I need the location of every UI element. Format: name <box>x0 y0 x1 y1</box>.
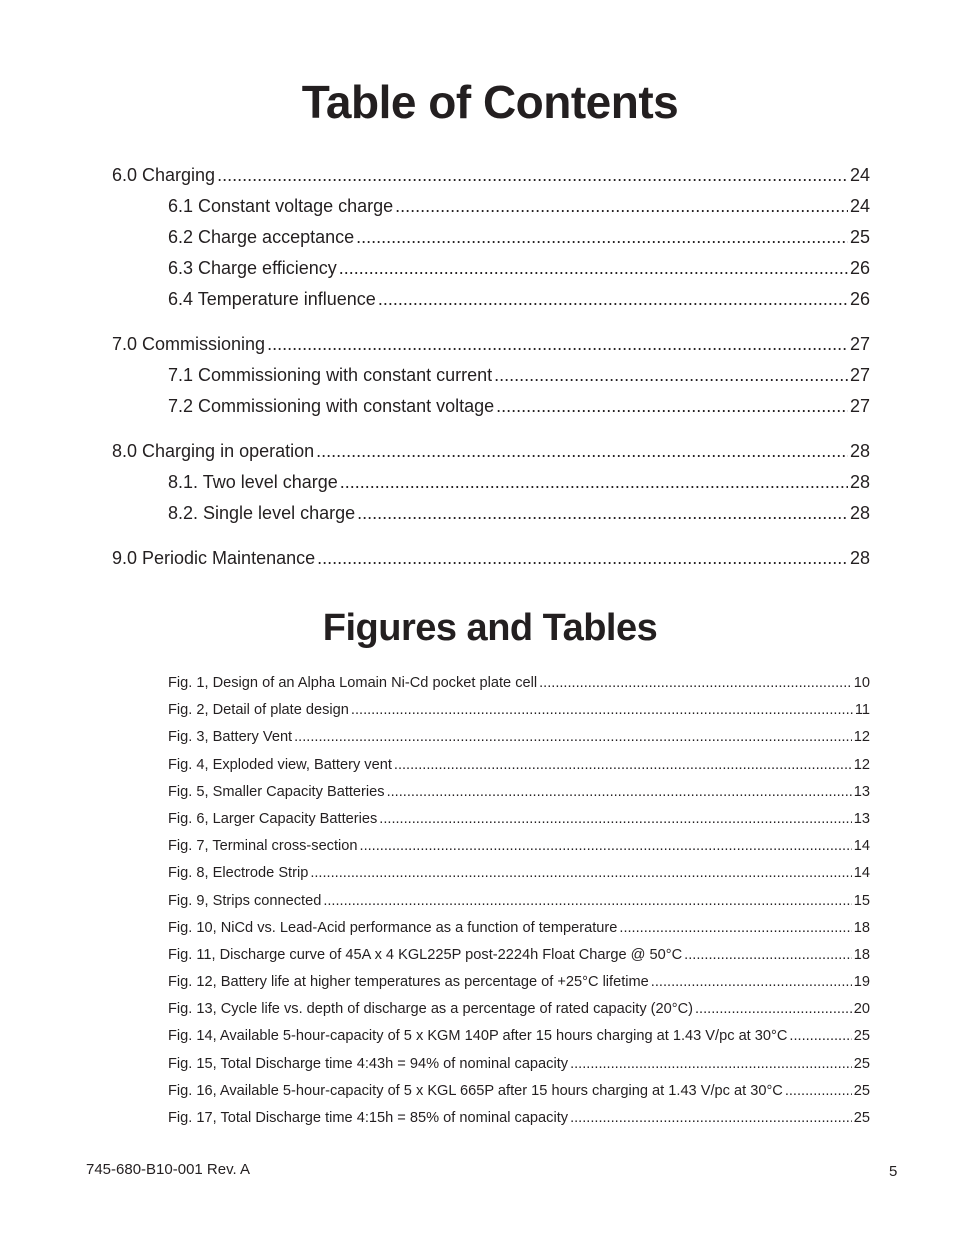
toc-entry-label: 8.1. Two level charge <box>168 472 338 492</box>
figures-heading: Figures and Tables <box>322 607 658 649</box>
figure-entry-page: 10 <box>853 675 870 691</box>
dot-leader <box>394 752 852 779</box>
toc-entry[interactable] <box>112 191 870 222</box>
figure-entry[interactable] <box>168 942 870 969</box>
toc-entry-label: 7.0 Commissioning <box>112 334 266 354</box>
toc-entry[interactable] <box>112 329 870 360</box>
figure-entry-label: Fig. 12, Battery life at higher temperatures as percentage of +25°C lifetime <box>168 974 649 991</box>
dot-leader <box>378 284 848 315</box>
dot-leader <box>360 833 852 860</box>
toc-entry-page: 28 <box>849 548 870 568</box>
figure-entry-page: 15 <box>853 892 870 909</box>
figure-entry-label: Fig. 17, Total Discharge time 4:15h = 85% of nominal capacity <box>168 1110 569 1126</box>
toc-entry-page: 24 <box>849 196 870 216</box>
dot-leader <box>379 806 851 833</box>
toc-entry-label: 9.0 Periodic Maintenance <box>112 548 316 568</box>
figure-entry[interactable] <box>168 1078 870 1105</box>
dot-leader <box>570 1105 852 1132</box>
figures-list <box>168 670 870 1132</box>
figure-entry-label: Fig. 5, Smaller Capacity Batteries <box>168 783 385 800</box>
figure-entry-label: Fig. 8, Electrode Strip <box>168 865 309 882</box>
figure-entry-page: 25 <box>853 1028 870 1045</box>
dot-leader <box>294 724 852 751</box>
dot-leader <box>570 1051 852 1078</box>
figure-entry-label: Fig. 4, Exploded view, Battery vent <box>168 756 392 773</box>
dot-leader <box>316 436 848 467</box>
figure-entry-label: Fig. 3, Battery Vent <box>168 729 293 746</box>
section-gap <box>112 422 870 436</box>
figure-entry-page: 14 <box>853 838 870 855</box>
toc-entry[interactable] <box>112 467 870 498</box>
dot-leader <box>785 1078 852 1105</box>
toc-entry-page: 28 <box>849 441 870 461</box>
dot-leader <box>317 543 848 574</box>
dot-leader <box>351 697 853 724</box>
figure-entry-page: 25 <box>853 1082 870 1099</box>
dot-leader <box>684 942 852 969</box>
toc-entry-page: 27 <box>849 334 870 354</box>
figure-entry-label: Fig. 13, Cycle life vs. depth of discharge as a percentage of rated capacity (20°C) <box>168 1001 693 1018</box>
figure-entry-label: Fig. 7, Terminal cross-section <box>168 838 358 855</box>
figure-entry[interactable] <box>168 779 870 806</box>
dot-leader <box>310 860 851 887</box>
dot-leader <box>395 191 848 222</box>
dot-leader <box>323 888 851 915</box>
figure-entry[interactable] <box>168 969 870 996</box>
dot-leader <box>339 253 848 284</box>
page-number: 5 <box>889 1163 898 1180</box>
figure-entry[interactable] <box>168 860 870 887</box>
figure-entry[interactable] <box>168 1023 870 1050</box>
dot-leader <box>267 329 848 360</box>
figure-entry[interactable] <box>168 996 870 1023</box>
toc-entry-page: 28 <box>849 503 870 523</box>
figure-entry[interactable] <box>168 670 870 697</box>
figure-entry[interactable] <box>168 915 870 942</box>
toc-entry-page: 28 <box>849 472 870 492</box>
dot-leader <box>695 996 852 1023</box>
toc-entry-label: 8.0 Charging in operation <box>112 441 315 461</box>
figure-entry-label: Fig. 6, Larger Capacity Batteries <box>168 810 378 827</box>
dot-leader <box>619 915 851 942</box>
toc-entry-page: 25 <box>849 227 870 247</box>
toc-list <box>112 160 870 574</box>
figure-entry[interactable] <box>168 724 870 751</box>
toc-entry[interactable] <box>112 160 870 191</box>
dot-leader <box>496 391 848 422</box>
figure-entry-page: 11 <box>854 702 870 719</box>
toc-entry[interactable] <box>112 543 870 574</box>
toc-entry[interactable] <box>112 284 870 315</box>
figure-entry-page: 12 <box>853 756 870 773</box>
toc-entry[interactable] <box>112 253 870 284</box>
toc-entry-page: 27 <box>849 365 870 385</box>
figure-entry-label: Fig. 16, Available 5-hour-capacity of 5 x KGL 665P after 15 hours charging at 1.43 V/pc at 30°C <box>168 1082 783 1099</box>
toc-entry-page: 24 <box>849 165 870 185</box>
figure-entry-label: Fig. 11, Discharge curve of 45A x 4 KGL225P post-2224h Float Charge @ 50°C <box>168 946 683 963</box>
toc-entry-label: 6.1 Constant voltage charge <box>168 196 394 216</box>
toc-entry-label: 6.3 Charge efficiency <box>168 258 337 278</box>
figure-entry-page: 14 <box>853 865 870 882</box>
dot-leader <box>340 467 848 498</box>
toc-entry[interactable] <box>112 498 870 529</box>
toc-entry[interactable] <box>112 391 870 422</box>
toc-entry-page: 27 <box>849 396 870 416</box>
figure-entry-page: 25 <box>853 1055 870 1072</box>
section-gap <box>112 529 870 543</box>
dot-leader <box>217 160 848 191</box>
figure-entry[interactable] <box>168 833 870 860</box>
figure-entry-label: Fig. 1, Design of an Alpha Lomain Ni-Cd pocket plate cell <box>168 675 538 691</box>
toc-entry-label: 7.1 Commissioning with constant current <box>168 365 493 385</box>
toc-entry-page: 26 <box>849 258 870 278</box>
figure-entry-label: Fig. 15, Total Discharge time 4:43h = 94% of nominal capacity <box>168 1055 569 1072</box>
figure-entry-page: 20 <box>853 1001 870 1018</box>
figure-entry-label: Fig. 9, Strips connected <box>168 892 322 909</box>
figure-entry-page: 25 <box>853 1110 870 1126</box>
figure-entry-page: 19 <box>853 974 870 991</box>
toc-entry-label: 6.2 Charge acceptance <box>168 227 355 247</box>
figure-entry[interactable] <box>168 697 870 724</box>
toc-entry-label: 6.0 Charging <box>112 165 216 185</box>
figure-entry-page: 18 <box>853 919 870 936</box>
figure-entry-label: Fig. 10, NiCd vs. Lead-Acid performance as a function of temperature <box>168 919 618 936</box>
figure-entry-page: 18 <box>853 946 870 963</box>
toc-entry-label: 6.4 Temperature influence <box>168 289 376 309</box>
toc-entry-label: 8.2. Single level charge <box>168 503 356 523</box>
dot-leader <box>357 498 848 529</box>
dot-leader <box>539 670 852 697</box>
figure-entry-label: Fig. 2, Detail of plate design <box>168 702 349 719</box>
figure-entry[interactable] <box>168 1051 870 1078</box>
toc-entry-label: 7.2 Commissioning with constant voltage <box>168 396 495 416</box>
figure-entry[interactable] <box>168 752 870 779</box>
document-number: 745-680-B10-001 Rev. A <box>86 1161 250 1178</box>
toc-entry[interactable] <box>112 222 870 253</box>
figure-entry-page: 13 <box>853 810 870 827</box>
dot-leader <box>356 222 848 253</box>
dot-leader <box>494 360 848 391</box>
dot-leader <box>651 969 852 996</box>
figure-entry[interactable] <box>168 1105 870 1132</box>
toc-heading: Table of Contents <box>301 76 679 128</box>
figure-entry[interactable] <box>168 888 870 915</box>
figure-entry-page: 13 <box>853 783 870 800</box>
figure-entry-label: Fig. 14, Available 5-hour-capacity of 5 x KGM 140P after 15 hours charging at 1.43 V/pc at 30°C <box>168 1028 788 1045</box>
figure-entry-page: 12 <box>853 729 870 746</box>
dot-leader <box>789 1023 851 1050</box>
section-gap <box>112 315 870 329</box>
toc-entry[interactable] <box>112 436 870 467</box>
figure-entry[interactable] <box>168 806 870 833</box>
toc-entry-page: 26 <box>849 289 870 309</box>
dot-leader <box>387 779 852 806</box>
toc-entry[interactable] <box>112 360 870 391</box>
